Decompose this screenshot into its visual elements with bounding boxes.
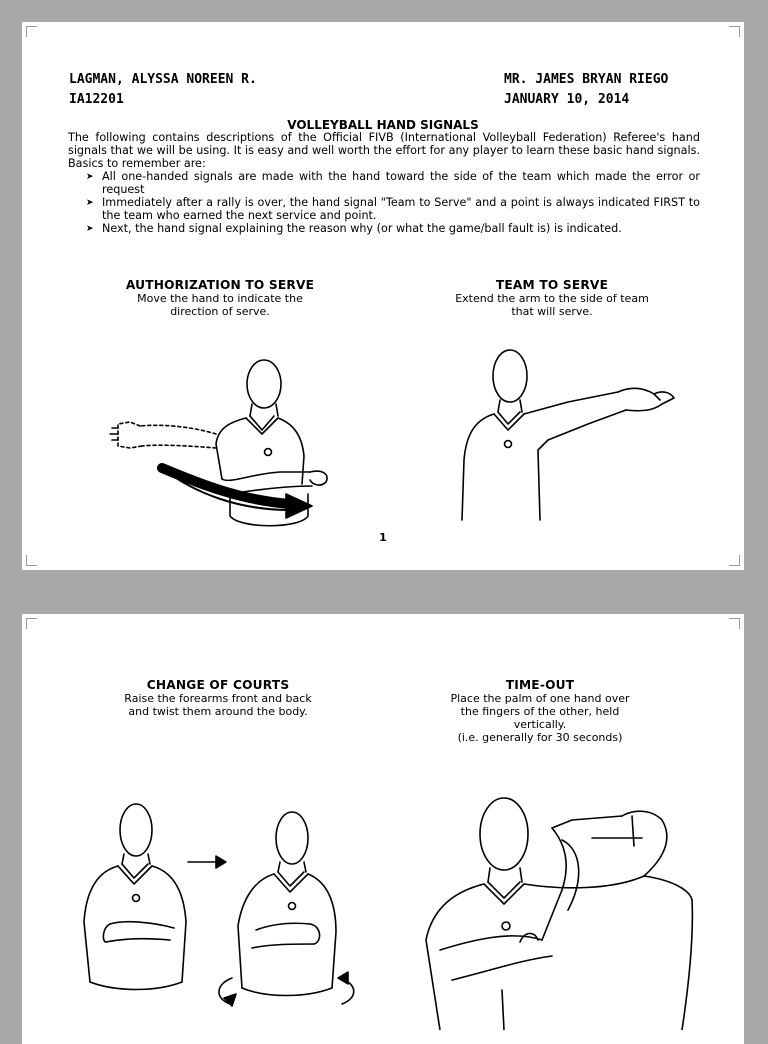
crop-mark bbox=[26, 26, 37, 37]
referee-change-of-courts-figure bbox=[66, 792, 366, 1012]
document-page-2 bbox=[22, 614, 744, 1044]
signal-authorization-to-serve bbox=[70, 278, 370, 318]
referee-time-out-figure bbox=[412, 780, 702, 1030]
signal-description-line: that will serve. bbox=[511, 305, 593, 318]
signal-description-line: and twist them around the body. bbox=[128, 705, 308, 718]
student-id: IA12201 bbox=[69, 92, 124, 107]
crop-mark bbox=[729, 26, 740, 37]
signal-description-line: Extend the arm to the side of team bbox=[455, 292, 649, 305]
referee-team-to-serve-figure bbox=[448, 340, 698, 530]
signal-team-to-serve bbox=[402, 278, 702, 318]
signal-description-line: the fingers of the other, held bbox=[460, 705, 620, 718]
teacher-name: MR. JAMES BRYAN RIEGO bbox=[504, 72, 669, 87]
signal-change-of-courts bbox=[68, 678, 368, 718]
signal-title: TEAM TO SERVE bbox=[495, 278, 609, 292]
signal-time-out bbox=[390, 678, 690, 744]
referee-authorization-to-serve-figure bbox=[90, 344, 340, 529]
signal-title: TIME-OUT bbox=[505, 678, 575, 692]
signal-description-line: Move the hand to indicate the bbox=[137, 292, 303, 305]
list-item: ➤ All one-handed signals are made with the hand toward the side of the team which made the error or request bbox=[102, 170, 700, 196]
signal-description-line: vertically. bbox=[513, 718, 567, 731]
crop-mark bbox=[729, 618, 740, 629]
document-title: VOLLEYBALL HAND SIGNALS bbox=[287, 118, 479, 132]
signal-title: AUTHORIZATION TO SERVE bbox=[125, 278, 315, 292]
crop-mark bbox=[729, 555, 740, 566]
student-info bbox=[69, 70, 257, 110]
signal-description-line: direction of serve. bbox=[170, 305, 270, 318]
crop-mark bbox=[26, 555, 37, 566]
signal-description-line: (i.e. generally for 30 seconds) bbox=[457, 731, 623, 744]
basics-list bbox=[68, 170, 700, 235]
signal-description-line: Raise the forearms front and back bbox=[124, 692, 312, 705]
student-name: LAGMAN, ALYSSA NOREEN R. bbox=[69, 72, 257, 87]
intro-section bbox=[68, 131, 700, 235]
document-page-1 bbox=[22, 22, 744, 570]
list-item: ➤ Immediately after a rally is over, the hand signal "Team to Serve" and a point is always indicated FIRST to the team who earned the next service and point. bbox=[102, 196, 700, 222]
crop-mark bbox=[26, 618, 37, 629]
intro-paragraph: The following contains descriptions of the Official FIVB (International Volleyball Federation) Referee's hand signals that we will be using. It is easy and well worth the effort for any player to learn these basic hand signals. Basics to remember are: bbox=[68, 131, 700, 170]
page-number: 1 bbox=[379, 531, 387, 544]
signal-description-line: Place the palm of one hand over bbox=[450, 692, 630, 705]
signal-title: CHANGE OF COURTS bbox=[146, 678, 290, 692]
document-date: JANUARY 10, 2014 bbox=[504, 92, 630, 107]
teacher-info bbox=[504, 70, 668, 110]
list-item: ➤ Next, the hand signal explaining the reason why (or what the game/ball fault is) is indicated. bbox=[102, 222, 700, 235]
